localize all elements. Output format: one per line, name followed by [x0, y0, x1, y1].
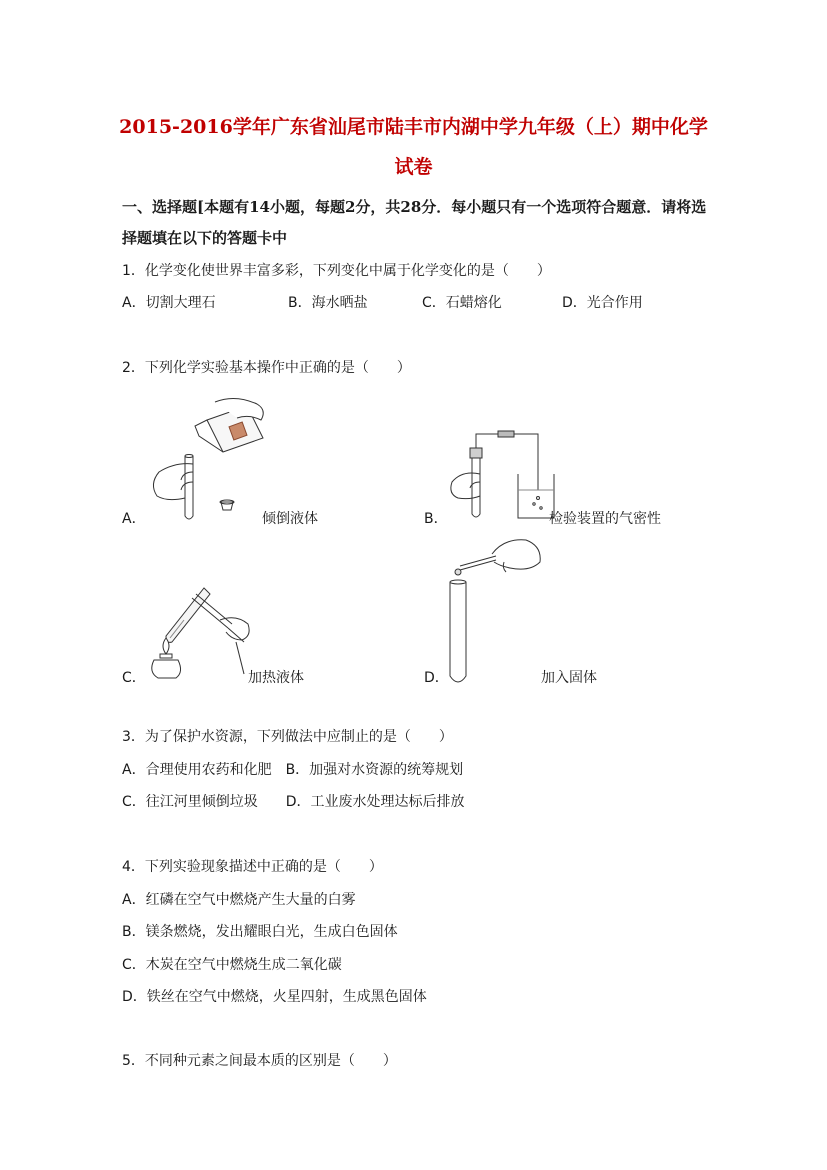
question-5-stem: 5．不同种元素之间最本质的区别是（ ）: [122, 1053, 397, 1069]
document-title-line1: 2015-2016学年广东省汕尾市陆丰市内湖中学九年级（上）期中化学: [119, 116, 708, 138]
question-1-option-d: D．光合作用: [562, 295, 643, 311]
question-2-figure-a-caption: 倾倒液体: [262, 511, 318, 527]
question-4-option-c: C．木炭在空气中燃烧生成二氧化碳: [122, 957, 342, 973]
adding-solid-illustration: [444, 536, 544, 686]
question-3-options-row-2: C．往江河里倾倒垃圾 D．工业废水处理达标后排放: [122, 794, 465, 810]
question-4-option-a: A．红磷在空气中燃烧产生大量的白雾: [122, 892, 356, 908]
airtightness-check-illustration: [448, 430, 558, 522]
question-2-figure-b-caption: 检验装置的气密性: [549, 511, 661, 527]
question-2-figure-d-caption: 加入固体: [541, 670, 597, 686]
question-2-figure-a-letter: A．: [122, 511, 146, 527]
question-1-stem: 1．化学变化使世界丰富多彩，下列变化中属于化学变化的是（ ）: [122, 263, 551, 279]
heating-liquid-illustration: [148, 580, 253, 680]
question-4-option-b: B．镁条燃烧，发出耀眼白光，生成白色固体: [122, 924, 398, 940]
question-2-figure-c-letter: C．: [122, 670, 146, 686]
question-2-figure-d-letter: D．: [424, 670, 449, 686]
section-heading-line1: 一、选择题[本题有14小题，每题2分，共28分．每小题只有一个选项符合题意．请将选: [122, 198, 707, 216]
question-3-stem: 3．为了保护水资源，下列做法中应制止的是（ ）: [122, 729, 453, 745]
question-1-option-c: C．石蜡熔化: [422, 295, 502, 311]
section-heading-line2: 择题填在以下的答题卡中: [122, 229, 288, 247]
question-2-figure-b-letter: B．: [424, 511, 448, 527]
pouring-liquid-illustration: [145, 398, 275, 528]
question-3-options-row-1: A．合理使用农药和化肥 B．加强对水资源的统筹规划: [122, 762, 464, 778]
question-4-stem: 4．下列实验现象描述中正确的是（ ）: [122, 859, 383, 875]
question-2-stem: 2．下列化学实验基本操作中正确的是（ ）: [122, 360, 411, 376]
question-4-option-d: D．铁丝在空气中燃烧，火星四射，生成黑色固体: [122, 989, 427, 1005]
document-title-line2: 试卷: [394, 156, 433, 178]
question-2-figure-c-caption: 加热液体: [248, 670, 304, 686]
question-1-option-a: A．切割大理石: [122, 295, 216, 311]
question-1-option-b: B．海水晒盐: [288, 295, 368, 311]
